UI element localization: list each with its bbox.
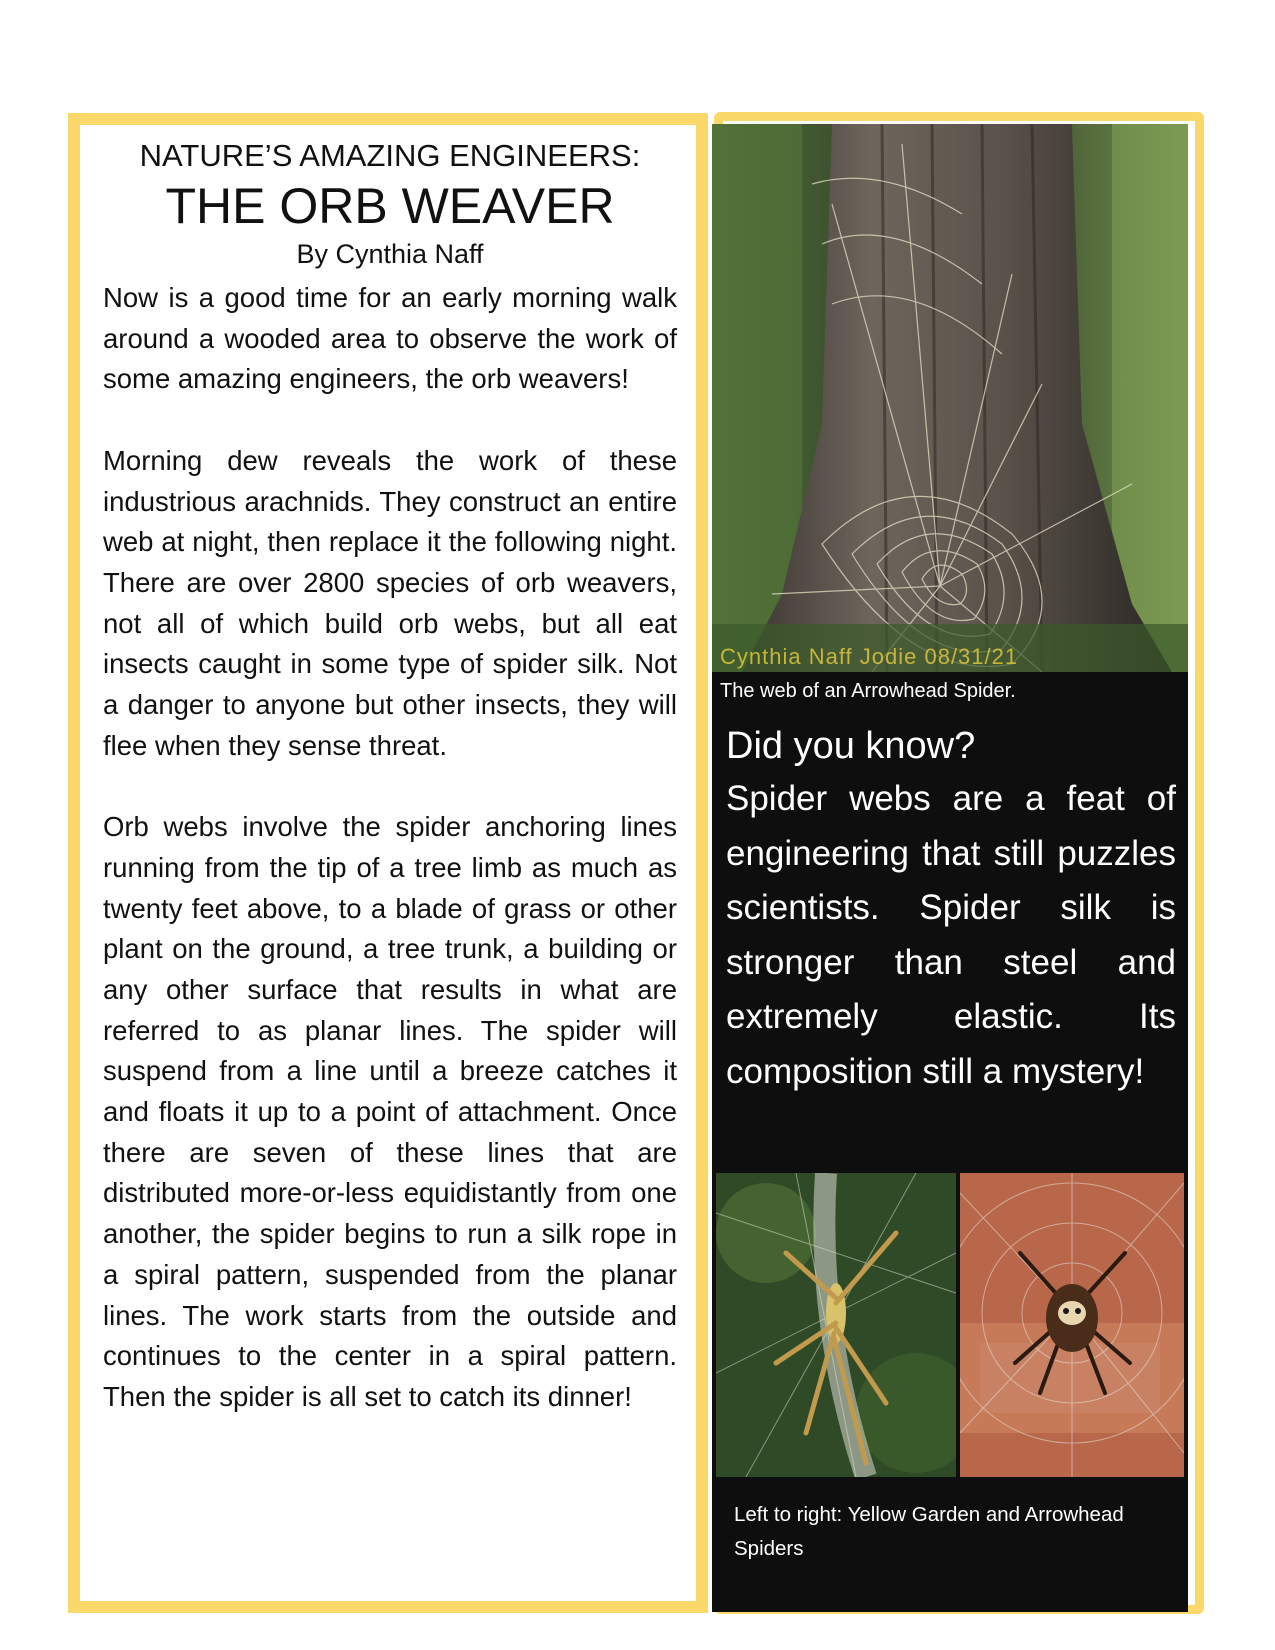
article-paragraph-1: Now is a good time for an early morning walk around a wooded area to observe the work of some amazing engineers, the orb weavers! [103, 282, 677, 395]
article-paragraph-3: Orb webs involve the spider anchoring lines running from the tip of a tree limb as much as twenty feet above, to a blade of grass or other plant on the ground, a tree trunk, a building or any other surface that results in what are referred to as planar lines. The spider will suspend from a line until a breeze catches it and floats it up to a point of attachment. Once there are seven of these lines that are distributed more-or-less equidistantly from one another, the spider begins to run a silk rope in a spiral pattern, suspended from the planar lines. The work starts from the outside and continues to the center in a spiral pattern. Then the spider is all set to catch its dinner! [103, 811, 677, 1412]
arrowhead-spider-photo [960, 1173, 1184, 1477]
photo-watermark: Cynthia Naff Jodie 08/31/21 [720, 644, 1019, 669]
article-title: THE ORB WEAVER [165, 178, 615, 234]
article [103, 136, 677, 1418]
article-paragraph-2: Morning dew reveals the work of these industrious arachnids. They construct an entire web at night, then replace it the following night. There are over 2800 species of orb weavers, not all of which build orb webs, but all eat insects caught in some type of spider silk. Not a danger to anyone but other insects, they will flee when they sense threat. [103, 444, 677, 761]
did-you-know-body: Spider webs are a feat of engineering that still puzzles scientists. Spider silk is stronger than steel and extremely elastic. Its composition still a mystery! [726, 779, 1176, 1091]
yellow-garden-spider-photo [716, 1173, 956, 1477]
did-you-know-heading: Did you know? [726, 725, 976, 767]
bottom-photo-caption: Left to right: Yellow Garden and Arrowhead Spiders [734, 1503, 1124, 1560]
article-kicker: NATURE’S AMAZING ENGINEERS: [139, 138, 641, 173]
tree-web-photo [712, 124, 1188, 672]
photo-caption: The web of an Arrowhead Spider. [720, 680, 1016, 702]
article-byline: By Cynthia Naff [296, 239, 484, 269]
did-you-know-box [726, 720, 1176, 1099]
